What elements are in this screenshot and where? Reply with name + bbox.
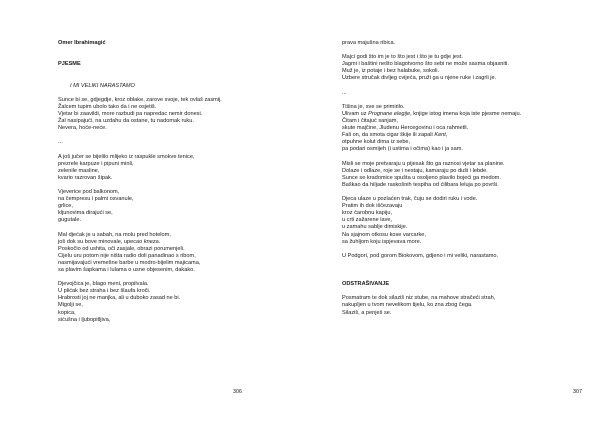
verse-line: Majci godi što im je to što jest i što je tu gdje jest. [342, 54, 463, 61]
verse-line: Migolji se, [58, 302, 83, 309]
stanza-8 [342, 161, 582, 189]
verse-line: Uzbere stručak divljeg cvijeća, pruži ga u njene ruke i zagrli je. [342, 75, 497, 82]
verse-text: , knjige istog imena koja iste pjesme nemaju. [410, 110, 522, 117]
verse-line: Dolaze i odlaze, roje se i nestaju, kamaraju po duši i lebde. [342, 167, 488, 174]
verse-line: U Podgori, pod gorom Biokovom, gdjeno i mi veliki, narastamo. [342, 252, 499, 259]
right-page [300, 0, 600, 423]
verse-line [342, 111, 582, 118]
page-number-right: 307 [573, 389, 582, 395]
verse-line: kljunovima dirajući se, [58, 210, 113, 217]
poem-heading-odstrasivanje: ODSTRAŠIVANJE [342, 281, 390, 288]
page-number-left: 306 [233, 389, 242, 395]
verse-line: Čitam i čitajuć sanjam, [342, 118, 398, 125]
verse-line: Baškao da hiljade raskošnih tespiha od ćilibara leluja po površi. [342, 181, 499, 188]
verse-line: prava majušna ribica. [342, 40, 396, 46]
verse-line: Muž je, iz potaje i bez halabuke, sokoli. [342, 68, 440, 75]
verse-line: otpuhne kolut dima iz sebe, [342, 139, 411, 146]
verse-line [342, 132, 582, 139]
verse-line: nakupljen u tvom nevelikom tijelu, ko zna zbog čega. [342, 302, 473, 309]
stanza-7 [342, 104, 582, 154]
verse-text: Ulivam uz [342, 110, 369, 117]
verse-line: Vjetar bi zaavildi, more razbudi pa napredac nemir donesi. [58, 110, 203, 117]
verse-line: gugutale. [58, 217, 82, 224]
verse-line: A još jučer se bijelilo mlijeko iz raspukle smokve tenice, [58, 153, 195, 160]
right-text-column [342, 40, 582, 317]
verse-line: u zamahu sablje dimiskije. [342, 224, 408, 231]
verse-line: U plićak bez straha i bez šlaufa kroči. [58, 288, 151, 295]
stanza-4 [58, 232, 298, 275]
verse-line: Tišina je, sve se primirilo. [342, 103, 405, 110]
verse-text: . [158, 238, 161, 245]
verse-line: Sunce se kradomice spušta u osoljeno plavilo bojeći ga medom. [342, 174, 501, 181]
verse-line: Silaziš, a penješ se. [342, 309, 392, 316]
verse-text: , [445, 132, 448, 139]
verse-line: Hrabrosti joj ne manjka, ali u duboko zasad ne bi. [58, 295, 181, 302]
verse-line: Djeca ulaze u pozlaćen trak, čuju se dodiri ruku i vode. [342, 196, 478, 203]
verse-text: još dok su bove minovale, upecao [58, 238, 144, 245]
book-title-italic: Prognane elegije [368, 110, 411, 117]
verse-line: na čempresu i palmi osvanule, [58, 196, 134, 203]
verse-line: grlice, [58, 203, 73, 210]
verse-line: kvario razrovan šipak. [58, 174, 113, 181]
verse-line: Cijelu uru potom nije ništa radio doli panadinao s ribom, [58, 252, 196, 259]
author-name: Omer Ibrahimagić [58, 40, 106, 46]
stanza-6 [342, 54, 582, 82]
poem-title: I MI VELIKI NARASTAMO [70, 82, 135, 89]
verse-line: Žal nasipajući, na uzdahu da ostane, tu nadomak ruku. [58, 118, 194, 125]
verse-line: Vjeverice pod balkonom, [58, 188, 120, 195]
stanza-9 [342, 196, 582, 246]
verse-line: kopica, [58, 309, 76, 316]
verse-line: Djevojčica je, blago meni, propilvala. [58, 281, 149, 288]
verse-line: Pratim ih dok iščezavaju [342, 203, 403, 210]
verse-line: Nevera, hoće-neće. [58, 125, 107, 132]
stanza-2 [58, 154, 298, 182]
verse-line: prezrele karpuze i pipuni minli, [58, 160, 134, 167]
brand-name-italic: Kent [434, 132, 446, 139]
stanza-1 [58, 97, 298, 132]
verse-line: Na sjajnom otkosu kose varcarke, [342, 231, 426, 238]
verse-line [58, 239, 298, 246]
verse-line: zelenile masline, [58, 167, 100, 174]
verse-text: Fali on, da smota cigar škije ili zapali [342, 132, 435, 139]
stanza-separator: ... [58, 139, 63, 146]
verse-line: Mal djećak je u sabah, na molu pred hotelom, [58, 231, 171, 238]
verse-line: nasmijavajući vremešne barbe u modro-bijelim majicama, [58, 259, 201, 266]
stanza-3 [58, 189, 298, 224]
verse-line: Posmatram te dok silaziš niz stube, na mahove stračeći strah, [342, 295, 496, 302]
fish-name-italic: kneza [143, 238, 159, 245]
verse-line: sa plavim šapkama i lulama o usne objesenim, dakako. [58, 267, 195, 273]
stanza-10 [342, 253, 582, 260]
verse-line: sa žuhljom koju ispjevava more. [342, 238, 422, 245]
verse-line: Misli se moje pretvaraju u pijesak što ga raznosi vjetar sa planine. [342, 160, 505, 167]
verse-line: Jagmi i baštini nešto blagotvorno što sebi ne može sasma objasniti. [342, 61, 509, 68]
verse-line: kroz čarobnu kapiju, [342, 210, 393, 217]
section-heading: PJESME [58, 61, 81, 68]
verse-line: pa podari osmijeh (i ustima i očima) kao i ja sam. [342, 146, 463, 153]
verse-line: Poskočio od ushita, oči zasjale, obrazi porumenjeli. [58, 245, 185, 252]
verse-line: u crti zažarene lave, [342, 217, 393, 224]
stanza-11 [342, 295, 582, 316]
left-text-column [58, 40, 298, 324]
verse-line: skute majčine, Jludenu Hercegovinu i oca rahmetli. [342, 125, 469, 132]
verse-line: Sunce bi se, gdjegdje, kroz oblake, zarove svoje, tek ovlaš zasmij. [58, 96, 222, 103]
verse-line: Žalcem tupim ubolo tako da i ne osjetiš. [58, 103, 157, 110]
stanza-5 [58, 281, 298, 324]
stanza-separator: ... [342, 89, 347, 96]
verse-line: sićušna i ljubopitljiva, [58, 316, 111, 323]
